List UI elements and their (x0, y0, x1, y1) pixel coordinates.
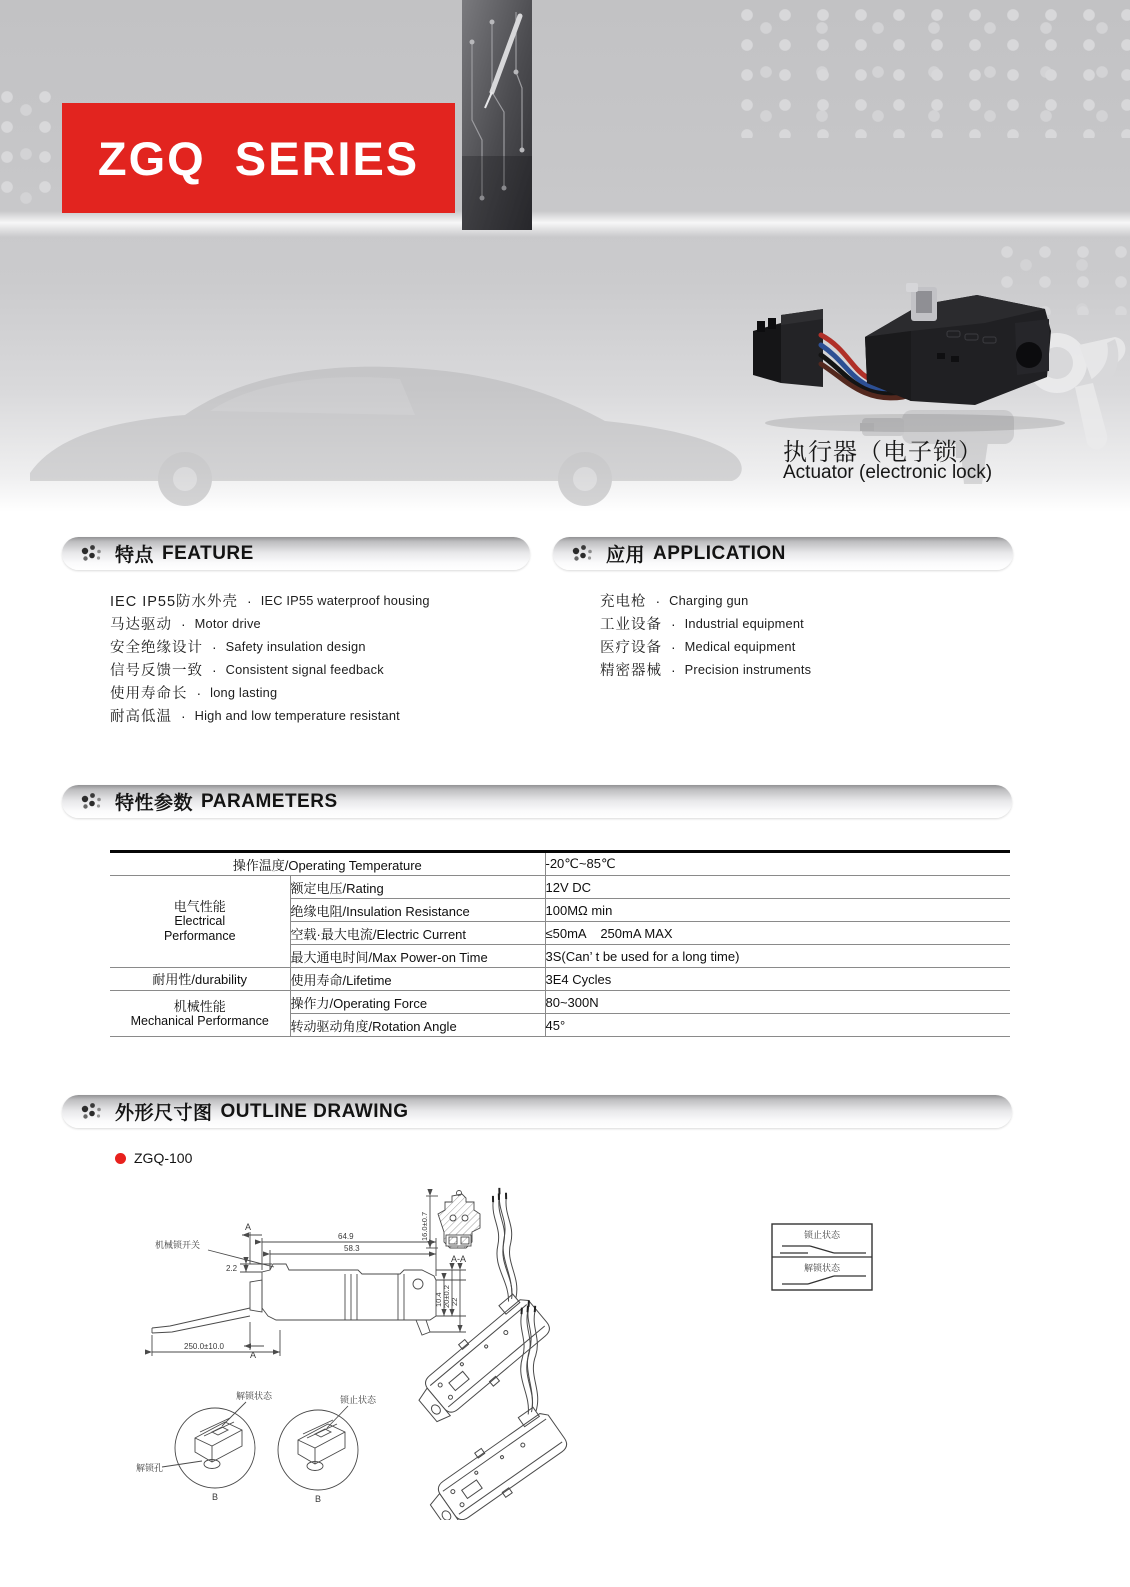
param-group-electrical: 电气性能 Electrical Performance (110, 876, 290, 968)
feature-item: IEC IP55防水外壳 · IEC IP55 waterproof housing (110, 592, 430, 610)
param-label: 绝缘电阻/Insulation Resistance (290, 899, 545, 922)
svg-text:20±0.2: 20±0.2 (442, 1285, 451, 1308)
section-title-en: OUTLINE DRAWING (220, 1100, 409, 1122)
application-item: 充电枪 · Charging gun (600, 592, 749, 610)
param-label: 额定电压/Rating (290, 876, 545, 899)
svg-text:250.0±10.0: 250.0±10.0 (184, 1342, 224, 1351)
feature-item: 使用寿命长 · long lasting (110, 684, 278, 702)
param-value: 100MΩ min (545, 899, 1010, 922)
dot-pattern (0, 90, 58, 210)
dot-pattern (740, 8, 1130, 138)
dots-icon (571, 543, 595, 565)
feature-item: 信号反馈一致 · Consistent signal feedback (110, 661, 384, 679)
outline-drawing-canvas (100, 1180, 1030, 1520)
product-name-en: Actuator (electronic lock) (783, 462, 993, 483)
section-mark: A (245, 1222, 252, 1232)
series-banner (62, 103, 455, 213)
svg-text:58.3: 58.3 (344, 1244, 360, 1253)
dots-icon (80, 1101, 104, 1123)
section-title-en: FEATURE (162, 542, 254, 564)
red-bullet-icon (115, 1153, 126, 1164)
param-value: 3S(Can’ t be used for a long time) (545, 945, 1010, 968)
view-mark: B (212, 1492, 219, 1502)
dots-icon (80, 791, 104, 813)
car-watermark (0, 345, 770, 510)
circuit-photo-strip (462, 0, 532, 230)
section-title-zh: 外形尺寸图 (115, 1103, 213, 1124)
param-value: ≤50mA 250mA MAX (545, 922, 1010, 945)
actuator-body (865, 283, 1051, 405)
locked-detail-label: 锁止状态 (340, 1395, 377, 1405)
param-value: 80~300N (545, 991, 1010, 1014)
parameters-table-wrap (110, 850, 1010, 1037)
param-label: 操作力/Operating Force (290, 991, 545, 1014)
hero-background (0, 0, 1130, 512)
table-row (110, 876, 1010, 899)
feature-item: 马达驱动 · Motor drive (110, 615, 261, 633)
param-value: -20℃~85℃ (545, 852, 1010, 876)
section-header-parameters (62, 785, 1012, 818)
switch-label: 机械锁开关 (155, 1240, 201, 1250)
product-photo (715, 265, 1070, 440)
series-title: ZGQ SERIES (97, 131, 420, 185)
section-title-zh: 特点 (115, 545, 155, 566)
svg-text:64.9: 64.9 (338, 1232, 354, 1241)
connector (753, 309, 823, 387)
section-mark: A (250, 1350, 257, 1360)
detail-view-unlocked (136, 1390, 273, 1502)
param-label: 空载·最大电流/Electric Current (290, 922, 545, 945)
svg-text:16.0±0.7: 16.0±0.7 (420, 1211, 429, 1241)
dots-icon (80, 543, 104, 565)
svg-text:10.4: 10.4 (434, 1292, 443, 1307)
table-row (110, 991, 1010, 1014)
section-view-label: A-A (451, 1254, 467, 1264)
side-view-drawing (152, 1222, 466, 1360)
detail-view-locked (278, 1394, 377, 1504)
section-header-outline (62, 1095, 1012, 1128)
model-label: ZGQ-100 (115, 1150, 192, 1166)
unlocked-detail-label: 解锁状态 (236, 1391, 273, 1401)
product-name-zh: 执行器（电子锁） (783, 439, 983, 466)
svg-text:2.2: 2.2 (226, 1264, 238, 1273)
hero-highlight-band (0, 211, 1130, 237)
view-mark: B (315, 1494, 322, 1504)
param-label: 转动驱动角度/Rotation Angle (290, 1014, 545, 1037)
feature-item: 耐高低温 · High and low temperature resistant (110, 707, 400, 725)
param-value: 12V DC (545, 876, 1010, 899)
state-diagram-box (772, 1224, 872, 1290)
section-view-drawing (420, 1191, 480, 1265)
application-list (600, 589, 811, 681)
locked-state-label: 锁止状态 (803, 1230, 841, 1240)
parameters-table (110, 850, 1010, 1037)
application-item: 医疗设备 · Medical equipment (600, 638, 796, 656)
param-label: 使用寿命/Lifetime (290, 968, 545, 991)
param-value: 45° (545, 1014, 1010, 1037)
param-group-durability: 耐用性/durability (110, 968, 290, 991)
unlocked-state-label: 解锁状态 (803, 1263, 841, 1273)
section-title-en: PARAMETERS (201, 790, 338, 812)
section-header-application (553, 537, 1013, 570)
feature-item: 安全绝缘设计 · Safety insulation design (110, 638, 366, 656)
unlock-hole-label: 解锁孔 (136, 1463, 164, 1473)
section-title-zh: 应用 (606, 545, 646, 566)
application-item: 工业设备 · Industrial equipment (600, 615, 804, 633)
feature-list (110, 589, 430, 727)
table-row (110, 968, 1010, 991)
svg-text:22: 22 (450, 1297, 459, 1306)
section-title-zh: 特性参数 (115, 793, 194, 814)
section-header-feature (62, 537, 530, 570)
param-label: 最大通电时间/Max Power-on Time (290, 945, 545, 968)
section-title-en: APPLICATION (653, 542, 786, 564)
param-value: 3E4 Cycles (545, 968, 1010, 991)
param-group-mechanical: 机械性能 Mechanical Performance (110, 991, 290, 1037)
table-row (110, 852, 1010, 876)
application-item: 精密器械 · Precision instruments (600, 661, 812, 679)
param-label: 操作温度/Operating Temperature (110, 852, 545, 876)
